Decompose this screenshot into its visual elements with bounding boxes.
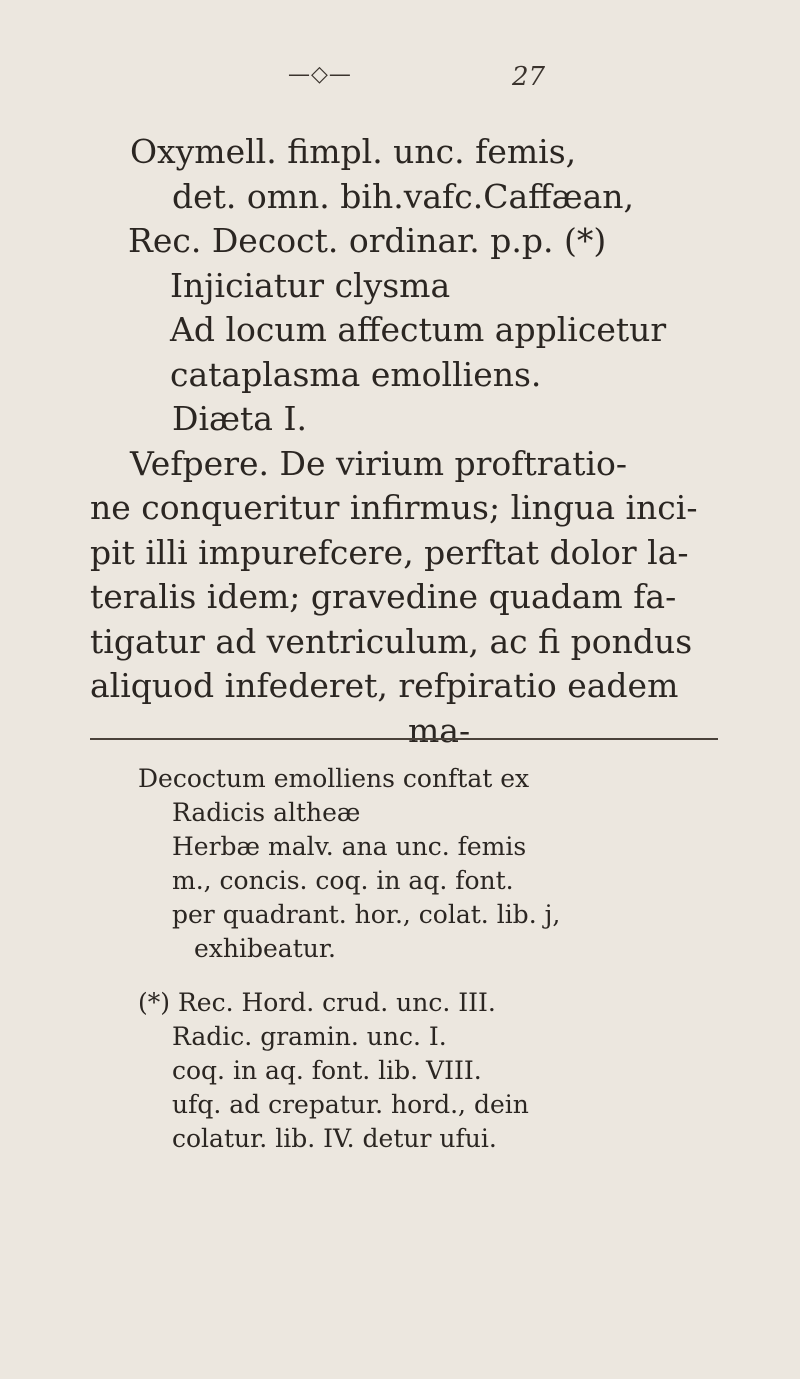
text-line: Rec. Decoct. ordinar. p.p. (*) [128, 221, 607, 260]
text-line: Ad locum affectum applicetur [170, 310, 667, 349]
text-line: ne conqueritur infirmus; lingua inci- [90, 488, 698, 527]
text-line: Injiciatur clysma [170, 265, 451, 305]
catchword: ma- [408, 710, 471, 750]
text-line: det. omn. bih.vafc.Caffæan, [172, 176, 635, 216]
page-number: 27 [512, 62, 546, 92]
text-line: Oxymell. fimpl. unc. femis, [130, 132, 577, 171]
footnote-line: Decoctum emolliens conftat ex [138, 764, 530, 793]
text-line: Vefpere. De virium proftratio- [130, 443, 628, 483]
text-line: pit illi impurefcere, perftat dolor la- [90, 532, 689, 572]
text-line: cataplasma emolliens. [170, 354, 542, 394]
footnote-line: ufq. ad crepatur. hord., dein [172, 1090, 529, 1119]
footnote-line: (*) Rec. Hord. crud. unc. III. [138, 988, 496, 1017]
text-line: aliquod infederet, refpiratio eadem [90, 666, 679, 705]
footnote-line: per quadrant. hor., colat. lib. j, [172, 900, 561, 929]
footnote-line: Radic. gramin. unc. I. [172, 1022, 447, 1051]
footnote-line: Radicis altheæ [172, 798, 361, 827]
footnote-line: colatur. lib. IV. detur ufui. [172, 1124, 497, 1153]
text-line: teralis idem; gravedine quadam fa- [90, 577, 677, 616]
page-header [0, 62, 800, 102]
text-line: Diæta I. [172, 399, 307, 438]
footnote-line: coq. in aq. font. lib. VIII. [172, 1056, 482, 1085]
footnote-line: m., concis. coq. in aq. font. [172, 866, 514, 895]
footnote-line: exhibeatur. [194, 934, 336, 963]
text-line: tigatur ad ventriculum, ac fi pondus [90, 621, 693, 661]
header-ornament: —◇— [288, 62, 352, 87]
footnote-line: Herbæ malv. ana unc. femis [172, 832, 527, 861]
footnote-rule [90, 738, 718, 740]
